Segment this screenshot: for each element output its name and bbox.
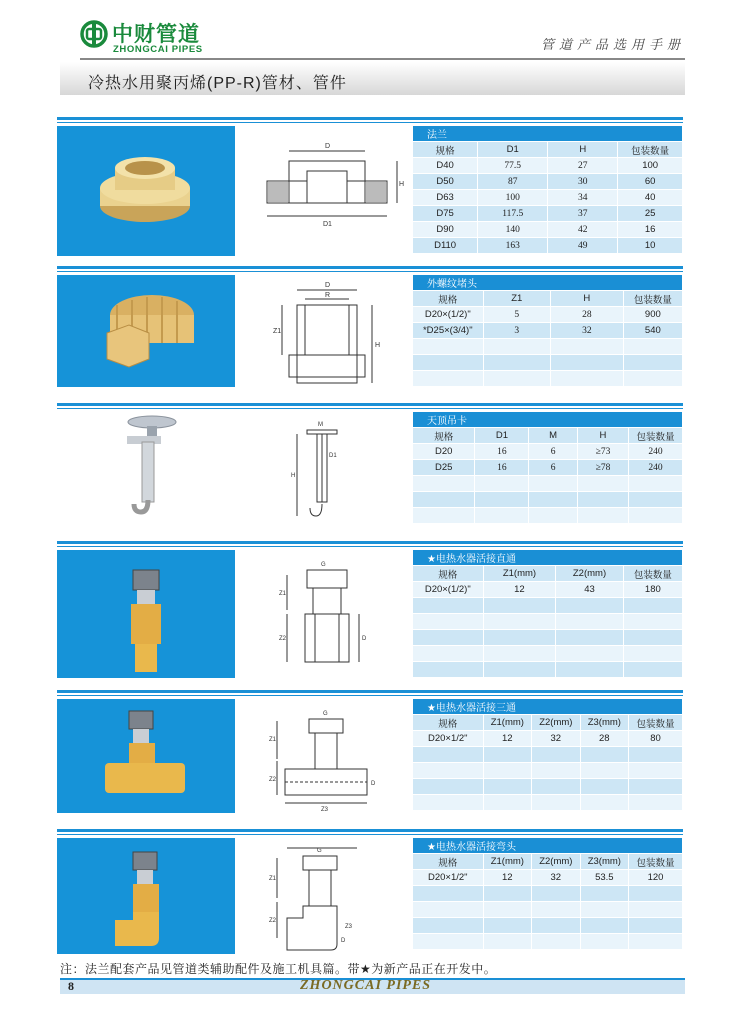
cell: D40 <box>413 158 478 174</box>
column-header: H <box>550 291 623 307</box>
cell: 3 <box>483 323 550 339</box>
table-row-empty <box>413 476 683 492</box>
table-row <box>413 206 683 222</box>
cell: 120 <box>629 870 683 886</box>
header-divider <box>80 58 685 60</box>
cell: 163 <box>478 238 548 254</box>
table-row <box>413 222 683 238</box>
product-row-union-straight <box>57 541 683 679</box>
cell: D20 <box>413 444 475 460</box>
cell: 12 <box>483 870 532 886</box>
row-top-rule-thin <box>57 122 683 123</box>
column-header: Z1(mm) <box>483 715 532 731</box>
table-row-empty <box>413 614 683 630</box>
table-row-empty <box>413 355 683 371</box>
table-row <box>413 444 683 460</box>
column-header: H <box>577 428 628 444</box>
table-row <box>413 307 683 323</box>
column-header: 规格 <box>413 854 483 870</box>
product-photo-flange <box>57 126 235 256</box>
product-row-flange <box>57 117 683 257</box>
table-row-empty <box>413 492 683 508</box>
table-row-empty <box>413 779 683 795</box>
cell: 16 <box>475 460 529 476</box>
cell: ≥78 <box>577 460 628 476</box>
straight-dim-z2: Z2 <box>279 636 287 642</box>
brand-logo <box>80 18 230 58</box>
page-number: 8 <box>68 979 74 993</box>
column-header: M <box>529 428 578 444</box>
cell: D50 <box>413 174 478 190</box>
cell: D20×1/2" <box>413 731 483 747</box>
column-header: 规格 <box>413 566 483 582</box>
cell: 34 <box>548 190 618 206</box>
manual-title: 管道产品选用手册 <box>540 37 685 52</box>
table-row <box>413 238 683 254</box>
cell: 10 <box>618 238 683 254</box>
elbow-dim-z1: Z1 <box>269 876 277 882</box>
cell: 6 <box>529 460 578 476</box>
cell: 240 <box>629 460 683 476</box>
product-name: 天顶吊卡 <box>413 412 683 428</box>
column-header: Z3(mm) <box>580 854 629 870</box>
table-row-empty <box>413 339 683 355</box>
table-row <box>413 323 683 339</box>
table-row-empty <box>413 598 683 614</box>
column-header: 规格 <box>413 142 478 158</box>
footer-brand: ZHONGCAI PIPES <box>300 978 432 993</box>
cell: 32 <box>550 323 623 339</box>
technical-drawing-thread-plug <box>247 275 412 387</box>
table-row-empty <box>413 508 683 524</box>
product-name: ★电热水器活接三通 <box>413 699 683 715</box>
zhongcai-logo-icon <box>80 20 108 48</box>
cell: 42 <box>548 222 618 238</box>
row-top-rule-thin <box>57 271 683 272</box>
technical-drawing-union-elbow <box>247 838 412 954</box>
product-row-union-elbow <box>57 829 683 957</box>
union-tee-photo-image <box>57 699 235 813</box>
cell: 49 <box>548 238 618 254</box>
cell: 5 <box>483 307 550 323</box>
table-row <box>413 460 683 476</box>
table-row-empty <box>413 763 683 779</box>
spec-table-union-tee <box>413 699 683 811</box>
cell: 140 <box>478 222 548 238</box>
cell: D75 <box>413 206 478 222</box>
hanger-dim-m: M <box>318 422 323 428</box>
union-straight-photo-image <box>57 550 235 678</box>
logo-chinese-name: 中财管道 <box>112 23 200 46</box>
cell: 117.5 <box>478 206 548 222</box>
table-row-empty <box>413 747 683 763</box>
cell: 30 <box>548 174 618 190</box>
tee-dim-d: D <box>371 781 376 787</box>
tee-dim-z1: Z1 <box>269 737 277 743</box>
cell: 87 <box>478 174 548 190</box>
row-top-rule-thin <box>57 546 683 547</box>
column-header: D1 <box>478 142 548 158</box>
product-photo-ceiling-hanger <box>57 412 235 524</box>
row-top-rule-thin <box>57 834 683 835</box>
flange-dim-d: D <box>325 143 331 150</box>
product-name: 法兰 <box>413 126 683 142</box>
table-row-empty <box>413 886 683 902</box>
column-header: 规格 <box>413 428 475 444</box>
row-top-rule <box>57 829 683 832</box>
flange-dim-h: H <box>399 181 405 188</box>
cell: D90 <box>413 222 478 238</box>
cell: 53.5 <box>580 870 629 886</box>
column-header: 包装数量 <box>629 428 683 444</box>
row-top-rule <box>57 403 683 406</box>
technical-drawing-union-tee <box>247 699 412 813</box>
cell: 77.5 <box>478 158 548 174</box>
cell: 180 <box>623 582 682 598</box>
spec-table-flange <box>413 126 683 254</box>
technical-drawing-flange <box>247 126 412 256</box>
cell: 100 <box>618 158 683 174</box>
plug-dim-r: R <box>325 292 331 299</box>
flange-dim-d1: D1 <box>323 221 332 228</box>
column-header: Z1 <box>483 291 550 307</box>
tee-dim-g: G <box>323 711 328 717</box>
cell: ≥73 <box>577 444 628 460</box>
elbow-dim-z3: Z3 <box>345 924 353 930</box>
column-header: 规格 <box>413 715 483 731</box>
page-title: 冷热水用聚丙烯(PP-R)管材、管件 <box>88 75 347 92</box>
column-header: 包装数量 <box>629 715 683 731</box>
cell: 540 <box>623 323 682 339</box>
thread-plug-photo-image <box>57 275 235 387</box>
cell: 100 <box>478 190 548 206</box>
product-name: ★电热水器活接弯头 <box>413 838 683 854</box>
cell: 32 <box>532 870 581 886</box>
cell: D20×1/2" <box>413 870 483 886</box>
table-row-empty <box>413 630 683 646</box>
row-top-rule-thin <box>57 408 683 409</box>
elbow-dim-z2: Z2 <box>269 918 277 924</box>
product-photo-union-tee <box>57 699 235 813</box>
straight-dim-g: G <box>321 562 326 568</box>
plug-dim-h: H <box>375 342 381 349</box>
table-row <box>413 731 683 747</box>
cell: 12 <box>483 731 532 747</box>
product-photo-union-elbow <box>57 838 235 954</box>
row-top-rule <box>57 117 683 120</box>
cell: 43 <box>556 582 623 598</box>
technical-drawing-union-straight <box>247 550 412 678</box>
straight-dim-z1: Z1 <box>279 591 287 597</box>
footnote: 注：法兰配套产品见管道类辅助配件及施工机具篇。带★为新产品正在开发中。 <box>60 962 497 976</box>
table-row <box>413 582 683 598</box>
cell: *D25×(3/4)" <box>413 323 483 339</box>
cell: 37 <box>548 206 618 222</box>
flange-photo-image <box>57 126 235 256</box>
row-top-rule <box>57 541 683 544</box>
cell: 40 <box>618 190 683 206</box>
tee-dim-z3: Z3 <box>321 807 329 813</box>
product-name: 外螺纹堵头 <box>413 275 683 291</box>
cell: 16 <box>618 222 683 238</box>
cell: D20×(1/2)" <box>413 582 483 598</box>
table-row-empty <box>413 662 683 678</box>
table-row-empty <box>413 795 683 811</box>
tee-dim-z2: Z2 <box>269 777 277 783</box>
column-header: 包装数量 <box>629 854 683 870</box>
column-header: Z3(mm) <box>580 715 629 731</box>
technical-drawing-ceiling-hanger <box>247 412 412 524</box>
column-header: Z1(mm) <box>483 854 532 870</box>
product-photo-union-straight <box>57 550 235 678</box>
hanger-dim-h: H <box>291 473 296 479</box>
straight-dim-d: D <box>362 636 367 642</box>
table-row <box>413 158 683 174</box>
cell: 240 <box>629 444 683 460</box>
cell: 60 <box>618 174 683 190</box>
ceiling-hanger-photo-image <box>57 412 235 524</box>
plug-dim-d: D <box>325 282 331 289</box>
column-header: Z2(mm) <box>556 566 623 582</box>
column-header: 规格 <box>413 291 483 307</box>
cell: 32 <box>532 731 581 747</box>
cell: D25 <box>413 460 475 476</box>
product-name: ★电热水器活接直通 <box>413 550 683 566</box>
column-header: Z2(mm) <box>532 854 581 870</box>
cell: 900 <box>623 307 682 323</box>
row-top-rule <box>57 690 683 693</box>
cell: 12 <box>483 582 556 598</box>
cell: 16 <box>475 444 529 460</box>
spec-table-ceiling-hanger <box>413 412 683 524</box>
union-elbow-photo-image <box>57 838 235 954</box>
product-row-ceiling-hanger <box>57 403 683 528</box>
cell: 25 <box>618 206 683 222</box>
table-row <box>413 870 683 886</box>
cell: 80 <box>629 731 683 747</box>
table-row-empty <box>413 646 683 662</box>
column-header: Z1(mm) <box>483 566 556 582</box>
cell: 27 <box>548 158 618 174</box>
product-photo-thread-plug <box>57 275 235 387</box>
row-top-rule-thin <box>57 695 683 696</box>
logo-english-name: ZHONGCAI PIPES <box>113 44 203 55</box>
column-header: Z2(mm) <box>532 715 581 731</box>
cell: 28 <box>550 307 623 323</box>
product-row-thread-plug <box>57 266 683 391</box>
column-header: H <box>548 142 618 158</box>
spec-table-thread-plug <box>413 275 683 387</box>
table-row <box>413 190 683 206</box>
cell: D63 <box>413 190 478 206</box>
hanger-dim-d1: D1 <box>329 453 337 459</box>
table-row-empty <box>413 918 683 934</box>
table-row <box>413 174 683 190</box>
cell: 28 <box>580 731 629 747</box>
cell: 6 <box>529 444 578 460</box>
table-row-empty <box>413 934 683 950</box>
cell: D20×(1/2)" <box>413 307 483 323</box>
column-header: D1 <box>475 428 529 444</box>
column-header: 包装数量 <box>618 142 683 158</box>
spec-table-union-straight <box>413 550 683 678</box>
column-header: 包装数量 <box>623 566 682 582</box>
table-row-empty <box>413 902 683 918</box>
spec-table-union-elbow <box>413 838 683 950</box>
elbow-dim-g: G <box>317 848 322 854</box>
product-row-union-tee <box>57 690 683 820</box>
row-top-rule <box>57 266 683 269</box>
cell: D110 <box>413 238 478 254</box>
elbow-dim-d: D <box>341 938 346 944</box>
plug-dim-z1: Z1 <box>273 328 282 335</box>
table-row-empty <box>413 371 683 387</box>
title-bar <box>60 62 685 95</box>
column-header: 包装数量 <box>623 291 682 307</box>
